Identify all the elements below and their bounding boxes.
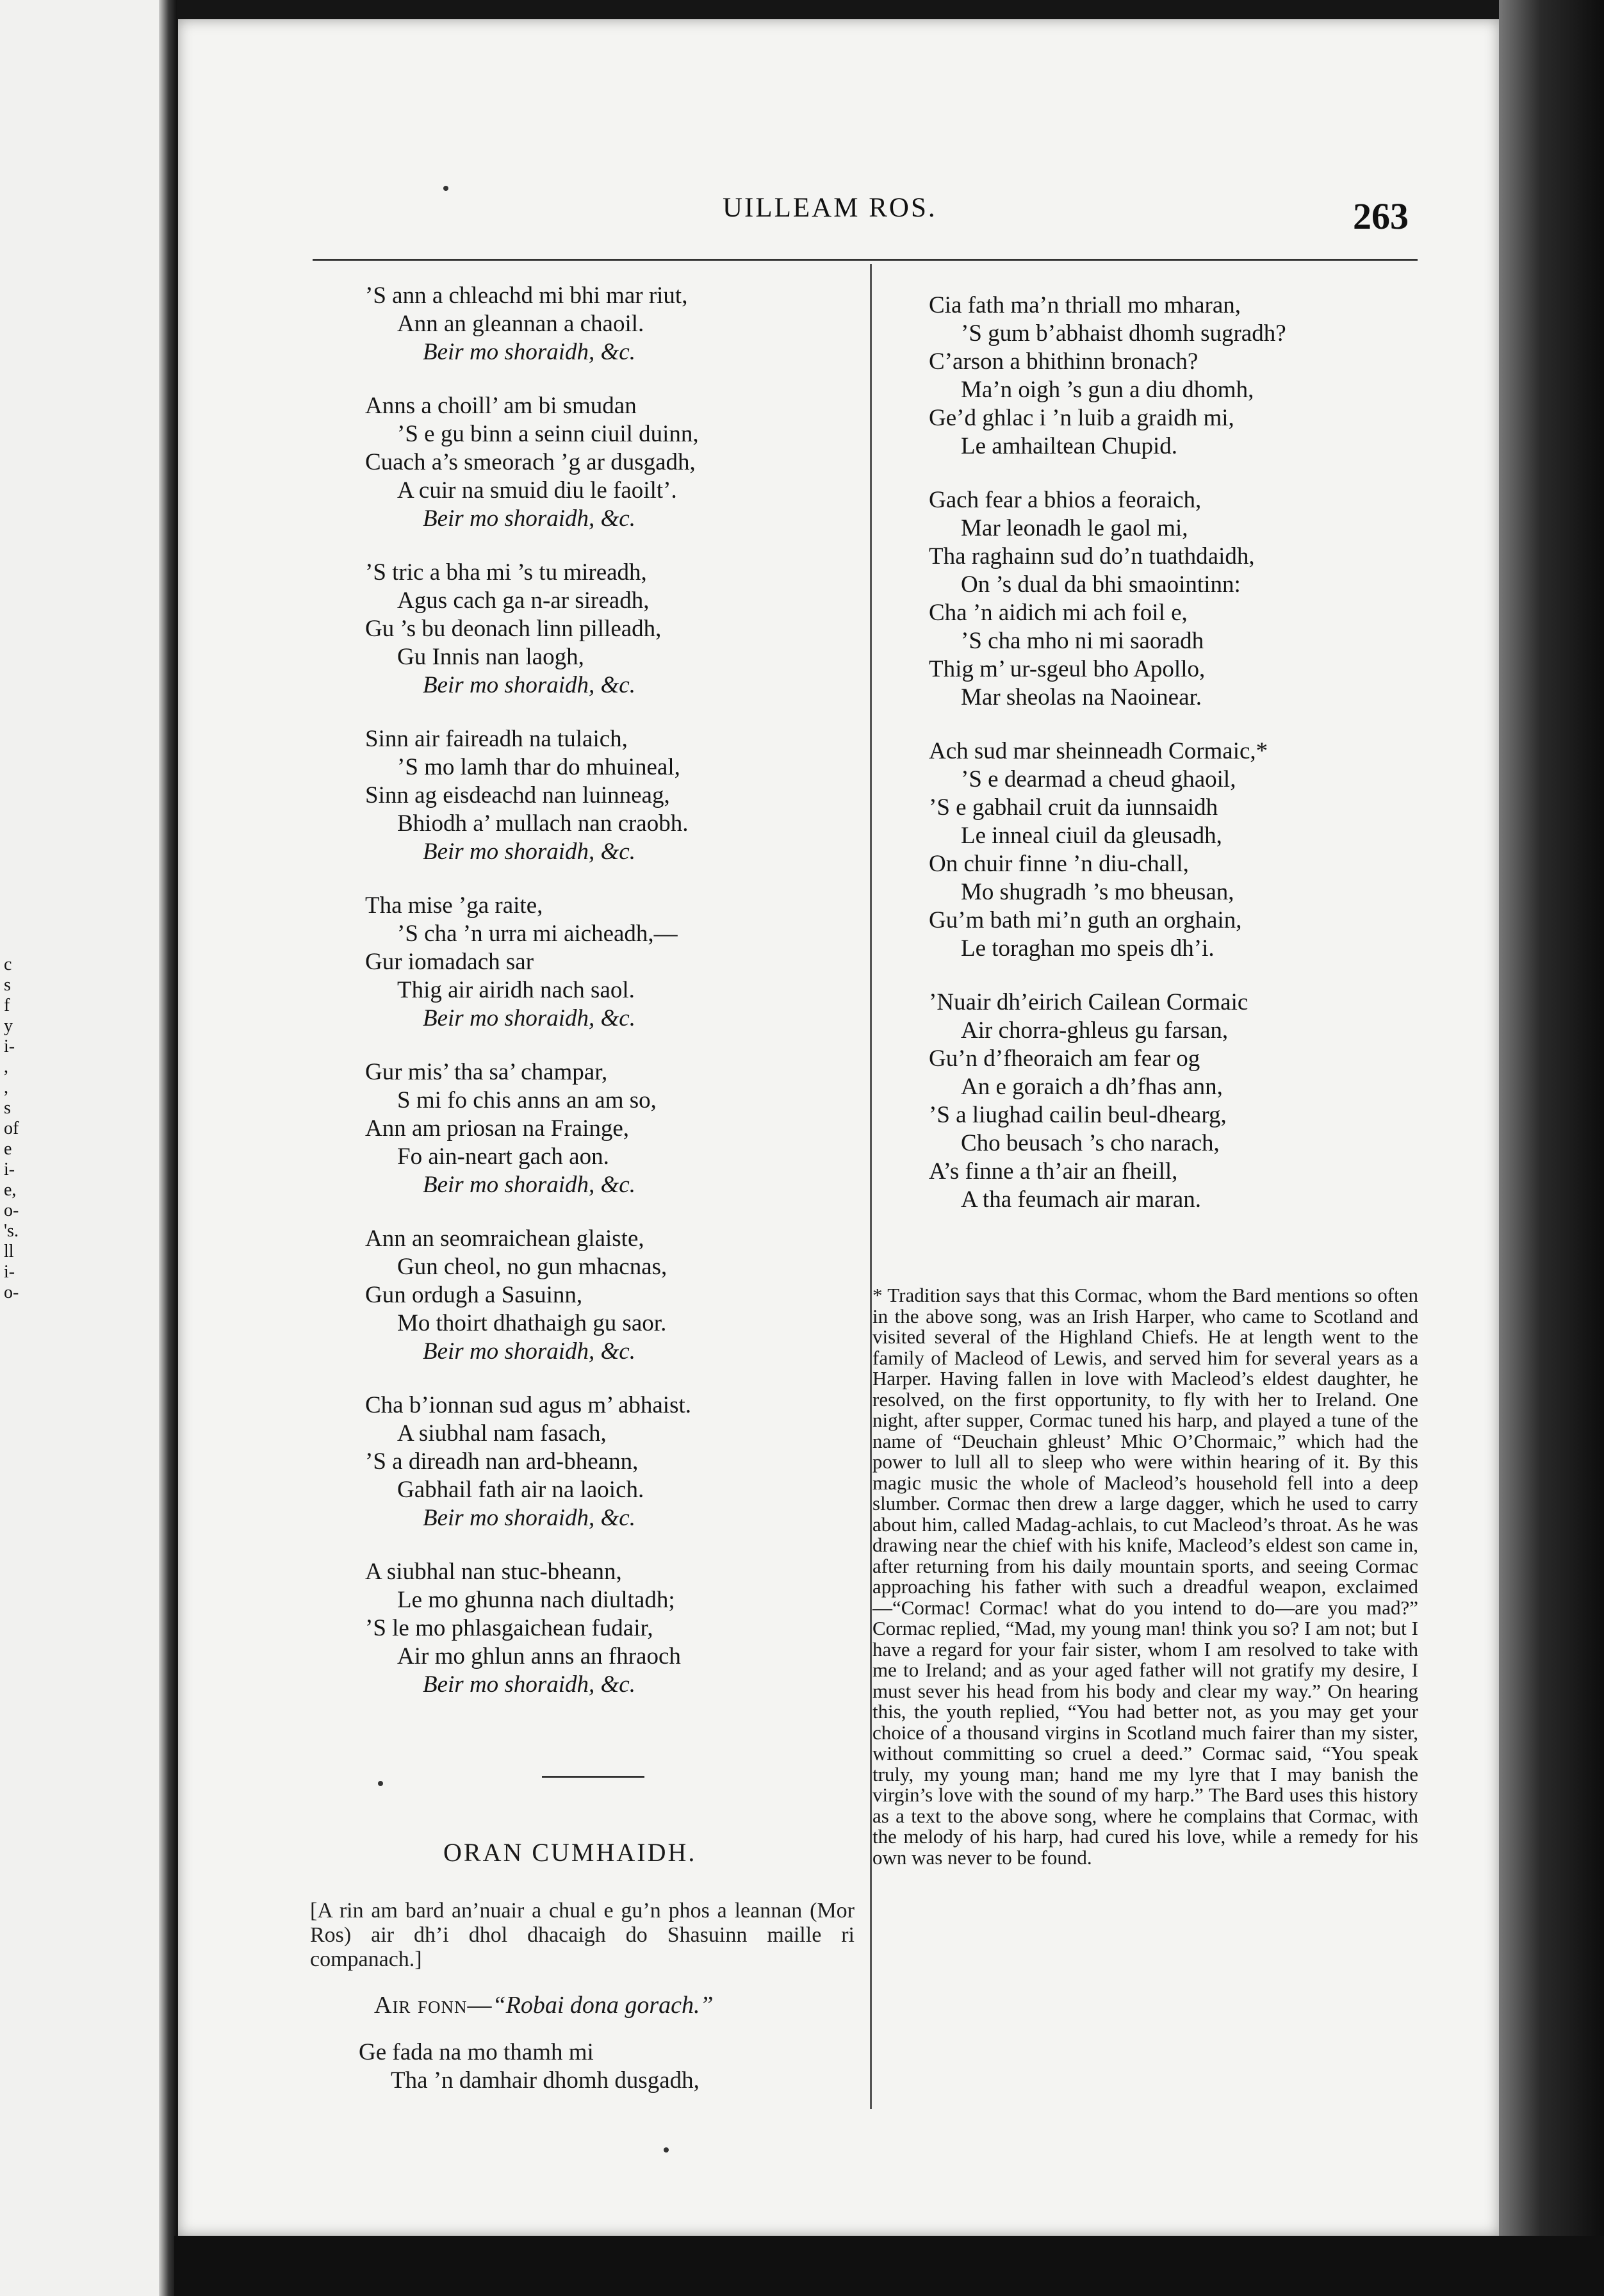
verse-line: ’S le mo phlasgaichean fudair, [365, 1615, 653, 1641]
verse-line: A siubhal nan stuc-bheann, [365, 1559, 622, 1585]
verse-line: Le amhailtean Chupid. [961, 433, 1178, 459]
refrain-line: Beir mo shoraidh, &c. [423, 839, 635, 865]
verse-line: ’S e gu binn a seinn ciuil duinn, [397, 421, 699, 447]
refrain-line: Beir mo shoraidh, &c. [423, 1005, 635, 1031]
verse-line: An e goraich a dh’fhas ann, [961, 1074, 1223, 1100]
refrain-line: Beir mo shoraidh, &c. [423, 1505, 635, 1531]
verse-line: Ach sud mar sheinneadh Cormaic,* [929, 738, 1268, 764]
verse-line: Le toraghan mo speis dh’i. [961, 935, 1215, 962]
verse-line: ’S cha ’n urra mi aicheadh,— [397, 921, 678, 947]
spill-fragment: 's. [4, 1221, 19, 1241]
song-title: ORAN CUMHAIDH. [443, 1838, 697, 1867]
verse-line: Ann an gleannan a chaoil. [397, 311, 644, 337]
footnote-cormac: * Tradition says that this Cormac, whom the Bard mentions so often in the above song, was an Irish Harper, who came to Scotland and visited several of the Highland Chiefs. He at length went to the family of Macleod of Lewis, and served him for several years as a Harper. Having fallen in love with Macleod’s eldest daughter, he resolved, on the first opportunity, to fly with her to Ireland. One night, after supper, Cormac tuned his harp, and played a tune of the name of “Deuchain ghleust’ Mhic O’Chormaic,” which had the power to lull all to sleep who were within hearing of it. By this magic music the whole of Macleod’s household fell into a deep slumber. Cormac then drew a large dagger, which he used to carry about him, called Madag-achlais, to cut Macleod’s throat. As he was drawing near the chief with his knife, Macleod’s eldest son came in, after returning from his daily mountain sports, and seeing Cormac approaching his father with such a dreadful weapon, exclaimed—“Cormac! Cormac! what do you intend to do—are you mad?” Cormac replied, “Mad, my young man! think you so? I am not; but I have a regard for your fair sister, whom I am resolved to take with me to Ireland; and as your aged father will not gratify my desire, I must sever his head from his body and clear my way.” On hearing this, the youth replied, “You had better not, as you may get your choice of a thousand virgins in Scotland much fairer than my sister, without committing so cruel a deed.” Cormac said, “You speak truly, my young man; hand me my lyre that I may banish the virgin’s love with the sound of my harp.” The Bard uses this history as a text to the above song, where he complains that Cormac, with the melody of his harp, had cured his love, while a remedy for his own was never to be found. [872, 1284, 1418, 1869]
stanza [929, 988, 1416, 1214]
verse-line: Ge’d ghlac i ’n luib a graidh mi, [929, 405, 1234, 431]
spill-fragment: y [4, 1016, 13, 1036]
spill-fragment: c [4, 955, 12, 974]
verse-line: ’S gum b’abhaist dhomh sugradh? [961, 320, 1286, 347]
spill-fragment: ll [4, 1242, 14, 1261]
spill-fragment: i- [4, 1160, 15, 1179]
verse-line: On chuir finne ’n diu-chall, [929, 851, 1189, 877]
stanza [365, 1558, 858, 1699]
verse-line: ’S e gabhail cruit da iunnsaidh [929, 794, 1218, 821]
spill-fragment: o- [4, 1201, 19, 1220]
verse-line: Thig m’ ur-sgeul bho Apollo, [929, 656, 1206, 682]
verse-line: Cia fath ma’n thriall mo mharan, [929, 292, 1241, 318]
verse-line: ’S cha mho ni mi saoradh [961, 628, 1204, 654]
verse-line: Gu’m bath mi’n guth an orghain, [929, 907, 1242, 933]
verse-line: Tha ’n damhair dhomh dusgadh, [391, 2067, 700, 2094]
verse-line: Gach fear a bhios a feoraich, [929, 487, 1202, 513]
verse-line: Anns a choill’ am bi smudan [365, 393, 637, 419]
verse-line: Ann an seomraichean glaiste, [365, 1226, 644, 1252]
book-gutter [159, 0, 177, 2296]
verse-line: Fo ain-neart gach aon. [397, 1144, 609, 1170]
scan-speck [443, 186, 448, 191]
verse-line: Mo shugradh ’s mo bheusan, [961, 879, 1234, 905]
verse-line: Air chorra-ghleus gu farsan, [961, 1017, 1229, 1044]
stanza [365, 392, 858, 533]
refrain-line: Beir mo shoraidh, &c. [423, 339, 635, 365]
verse-line: Gu Innis nan laogh, [397, 644, 584, 670]
running-head: UILLEAM ROS. [723, 193, 937, 223]
refrain-line: Beir mo shoraidh, &c. [423, 1172, 635, 1198]
verse-line: ’S a liughad cailin beul-dhearg, [929, 1102, 1227, 1128]
verse-line: Agus cach ga n-ar sireadh, [397, 587, 650, 614]
verse-line: S mi fo chis anns an am so, [397, 1087, 657, 1113]
verse-line: Gun cheol, no gun mhacnas, [397, 1254, 667, 1280]
verse-line: ’S e dearmad a cheud ghaoil, [961, 766, 1236, 792]
air-line [374, 1991, 714, 2019]
verse-line: A tha feumach air maran. [961, 1186, 1201, 1213]
stanza [365, 1391, 858, 1532]
spill-fragment: , [4, 1057, 8, 1077]
verse-line: Bhiodh a’ mullach nan craobh. [397, 810, 689, 837]
spill-fragment: e [4, 1139, 12, 1159]
verse-line: Ma’n oigh ’s gun a diu dhomh, [961, 377, 1254, 403]
stanza [365, 282, 858, 366]
column-divider [870, 264, 872, 2109]
verse-line: ’S tric a bha mi ’s tu mireadh, [365, 559, 647, 586]
facing-page-text-fragments [4, 955, 23, 1303]
air-name: “Robai dona gorach.” [492, 1992, 714, 2019]
verse-line: Gur iomadach sar [365, 949, 534, 975]
verse-line: Gabhail fath air na laoich. [397, 1477, 644, 1503]
spill-fragment: e, [4, 1180, 17, 1200]
refrain-line: Beir mo shoraidh, &c. [423, 672, 635, 698]
stanza [929, 291, 1416, 461]
verse-line: A cuir na smuid diu le faoilt’. [397, 477, 677, 504]
song-introduction-note: [A rin am bard an’nuair a chual e gu’n phos a leannan (Mor Ros) air dh’i dhol dhacaigh do Shasuinn maille ri companach.] [310, 1899, 855, 1971]
verse-line: Ann am priosan na Frainge, [365, 1115, 630, 1142]
verse-line: Gu’n d’fheoraich am fear og [929, 1046, 1200, 1072]
scan-border-right [1499, 0, 1604, 2296]
verse-line: Gur mis’ tha sa’ champar, [365, 1059, 608, 1085]
verse-line: Tha raghainn sud do’n tuathdaidh, [929, 543, 1255, 570]
spill-fragment: , [4, 1078, 8, 1097]
verse-line: Air mo ghlun anns an fhraoch [397, 1643, 681, 1669]
verse-line: Sinn ag eisdeachd nan luinneag, [365, 782, 670, 808]
verse-line: C’arson a bhithinn bronach? [929, 348, 1199, 375]
verse-line: ’S ann a chleachd mi bhi mar riut, [365, 283, 688, 309]
section-rule [542, 1776, 644, 1778]
header-rule [313, 259, 1418, 261]
verse-line: Cha ’n aidich mi ach foil e, [929, 600, 1188, 626]
verse-line: Ge fada na mo thamh mi [359, 2039, 594, 2065]
verse-line: Cho beusach ’s cho narach, [961, 1130, 1220, 1156]
verse-line: Mar sheolas na Naoinear. [961, 684, 1202, 710]
stanza [929, 737, 1416, 963]
verse-line: ’S a direadh nan ard-bheann, [365, 1448, 639, 1475]
scan-speck [378, 1781, 383, 1786]
verse-line: On ’s dual da bhi smaointinn: [961, 571, 1241, 598]
spill-fragment: s [4, 1098, 11, 1118]
refrain-line: Beir mo shoraidh, &c. [423, 505, 635, 532]
spill-fragment: f [4, 996, 10, 1015]
stanza [365, 725, 858, 866]
verse-line: ’S mo lamh thar do mhuineal, [397, 754, 680, 780]
verse-line: Le inneal ciuil da gleusadh, [961, 823, 1222, 849]
verse-line: Sinn air faireadh na tulaich, [365, 726, 628, 752]
verse-line: Gun ordugh a Sasuinn, [365, 1282, 583, 1308]
verse-line: A siubhal nam fasach, [397, 1420, 607, 1447]
refrain-line: Beir mo shoraidh, &c. [423, 1338, 635, 1365]
spill-fragment: i- [4, 1262, 15, 1282]
air-label: Air fonn— [374, 1992, 493, 2019]
scan-border-bottom [174, 2236, 1604, 2296]
spill-fragment: s [4, 975, 11, 995]
stanza [365, 1058, 858, 1199]
verse-line: Tha mise ’ga raite, [365, 892, 543, 919]
stanza [365, 559, 858, 700]
spill-fragment: of [4, 1119, 19, 1138]
scan-speck [664, 2147, 669, 2152]
refrain-line: Beir mo shoraidh, &c. [423, 1671, 635, 1698]
stanza [929, 486, 1416, 712]
verse-line: Mo thoirt dhathaigh gu saor. [397, 1310, 667, 1336]
left-column-verses [365, 282, 858, 1725]
verse-line: A’s finne a th’air an fheill, [929, 1158, 1178, 1185]
spill-fragment: o- [4, 1283, 19, 1302]
verse-line: Le mo ghunna nach diultadh; [397, 1587, 675, 1613]
verse-line: Thig air airidh nach saol. [397, 977, 635, 1003]
page-number: 263 [1353, 195, 1409, 237]
facing-page-edge [0, 0, 174, 2296]
stanza [365, 892, 858, 1033]
verse-line: Gu ’s bu deonach linn pilleadh, [365, 616, 662, 642]
right-column-verses [929, 291, 1416, 1240]
verse-line: Cuach a’s smeorach ’g ar dusgadh, [365, 449, 696, 475]
spill-fragment: i- [4, 1037, 15, 1056]
verse-line: ’Nuair dh’eirich Cailean Cormaic [929, 989, 1248, 1015]
stanza [365, 1225, 858, 1366]
song-first-verse [359, 2038, 700, 2095]
verse-line: Mar leonadh le gaol mi, [961, 515, 1188, 541]
verse-line: Cha b’ionnan sud agus m’ abhaist. [365, 1392, 692, 1418]
